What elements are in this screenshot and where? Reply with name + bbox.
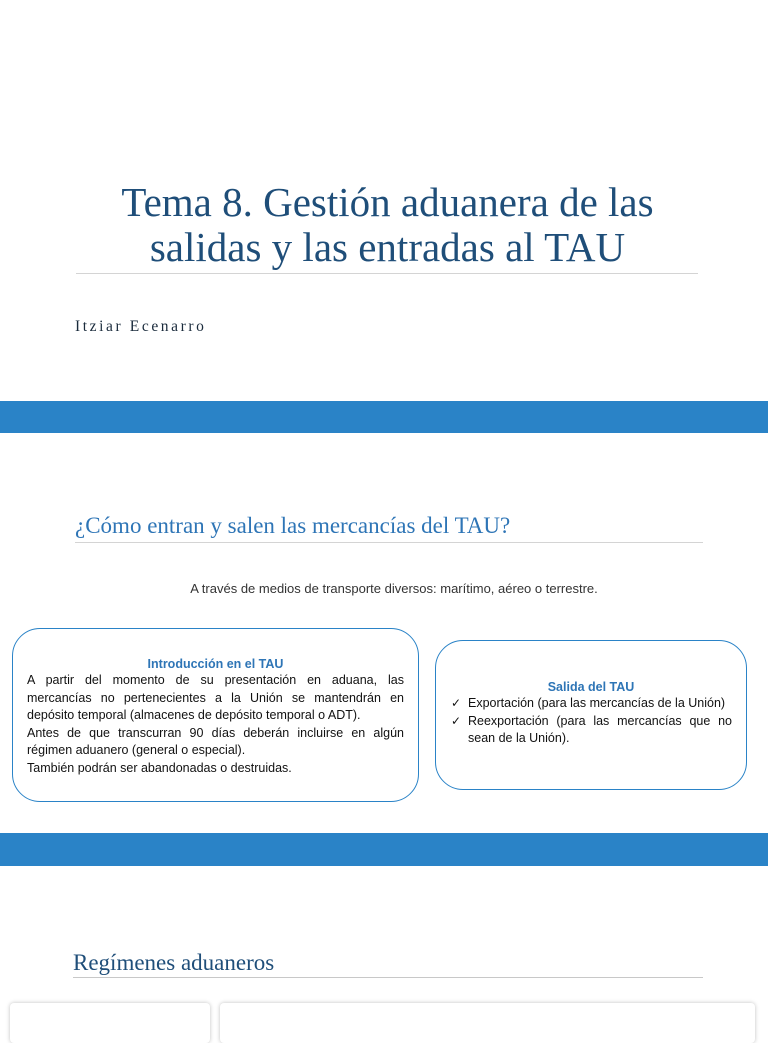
slide-heading: ¿Cómo entran y salen las mercancías del TAU? bbox=[75, 513, 511, 538]
title-divider bbox=[76, 273, 698, 274]
author-name: Itziar Ecenarro bbox=[75, 318, 207, 335]
entry-box-body bbox=[27, 672, 404, 777]
slide-title-line-2: salidas y las entradas al TAU bbox=[149, 224, 626, 270]
exit-box-title: Salida del TAU bbox=[547, 680, 635, 694]
entry-box-title: Introducción en el TAU bbox=[147, 657, 284, 671]
slide-title-line-1: Tema 8. Gestión aduanera de las bbox=[121, 179, 654, 225]
slide-title bbox=[60, 180, 715, 270]
content-slide bbox=[0, 433, 768, 833]
slide-subtitle: A través de medios de transporte diversos: marítimo, aéreo o terrestre. bbox=[190, 581, 598, 596]
slide-heading: Regímenes aduaneros bbox=[73, 950, 275, 975]
slide-separator bbox=[0, 401, 768, 433]
content-card bbox=[10, 1003, 210, 1043]
list-item-text: Exportación (para las mercancías de la Unión) bbox=[468, 696, 726, 710]
exit-list bbox=[450, 695, 732, 748]
heading-divider bbox=[73, 977, 703, 978]
entry-box bbox=[12, 628, 419, 802]
exit-box bbox=[435, 640, 747, 790]
check-icon: ✓ bbox=[451, 696, 462, 710]
slide-separator bbox=[0, 833, 768, 866]
entry-paragraph: Antes de que transcurran 90 días deberán incluirse en algún régimen aduanero (general o especial). bbox=[27, 725, 404, 757]
check-icon: ✓ bbox=[451, 713, 462, 728]
entry-paragraph: También podrán ser abandonadas o destruidas. bbox=[27, 760, 292, 775]
title-slide bbox=[0, 0, 768, 401]
list-item-text: Reexportación (para las mercancías que no sean de la Unión). bbox=[468, 713, 732, 745]
heading-divider bbox=[75, 542, 703, 543]
entry-paragraph: A partir del momento de su presentación en aduana, las mercancías no pertenecientes a la Unión se mantendrán en depósito temporal (almacenes de depósito temporal o ADT). bbox=[27, 673, 404, 722]
list-item bbox=[450, 713, 732, 748]
content-card bbox=[220, 1003, 755, 1043]
list-item bbox=[450, 695, 732, 713]
regimes-slide bbox=[0, 866, 768, 1024]
